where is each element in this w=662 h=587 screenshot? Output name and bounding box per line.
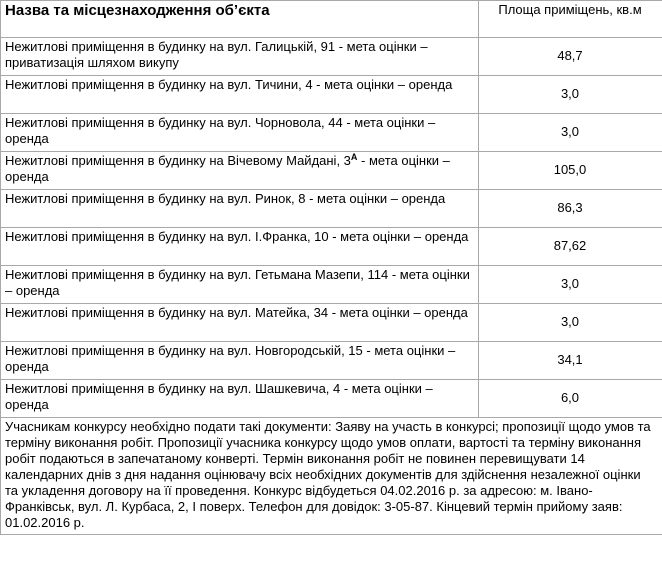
contest-notice: Учасникам конкурсу необхідно подати такі документи: Заяву на участь в конкурсі; пропозиції щодо умов та терміну виконання робіт. Пропозиції учасника конкурсу щодо умов оплати, вартості та терміну виконання робіт подаються в запечатаному конверті. Термін виконання робіт не повинен перевищувати 14 календарних днів з дня надання оцінювачу всіх необхідних документів для здійснення незалежної оцінки та укладення договору на її проведення. Конкурс відбудеться 04.02.2016 р. за адресою: м. Івано-Франківськ, вул. Л. Курбаса, 2, І поверх. Телефон для довідок: 3-05-87. Кінцевий термін прийому заяв: 01.02.2016 р. xyxy=(1,418,662,535)
table-row xyxy=(1,266,662,304)
property-description: Нежитлові приміщення в будинку на вул. Ринок, 8 - мета оцінки – оренда xyxy=(1,190,479,228)
property-area: 6,0 xyxy=(479,380,662,418)
property-area: 3,0 xyxy=(479,114,662,152)
table-row xyxy=(1,228,662,266)
property-description: Нежитлові приміщення в будинку на вул. Гетьмана Мазепи, 114 - мета оцінки – оренда xyxy=(1,266,479,304)
column-header-area: Площа приміщень, кв.м xyxy=(479,1,662,38)
property-area: 48,7 xyxy=(479,38,662,76)
table-row xyxy=(1,76,662,114)
property-description: Нежитлові приміщення в будинку на вул. Чорновола, 44 - мета оцінки – оренда xyxy=(1,114,479,152)
property-description: Нежитлові приміщення в будинку на вул. І.Франка, 10 - мета оцінки – оренда xyxy=(1,228,479,266)
property-description: Нежитлові приміщення в будинку на вул. Тичини, 4 - мета оцінки – оренда xyxy=(1,76,479,114)
property-description: Нежитлові приміщення в будинку на вул. Новгородській, 15 - мета оцінки – оренда xyxy=(1,342,479,380)
property-description-main: Нежитлові приміщення в будинку на Вічевому Майдані, 3 xyxy=(5,153,351,168)
notice-row xyxy=(1,418,662,535)
property-description: Нежитлові приміщення в будинку на вул. Галицькій, 91 - мета оцінки – приватизація шляхом викупу xyxy=(1,38,479,76)
property-description xyxy=(1,152,479,190)
table-header-row xyxy=(1,1,662,38)
table-row xyxy=(1,380,662,418)
property-area: 34,1 xyxy=(479,342,662,380)
property-area: 3,0 xyxy=(479,76,662,114)
property-area: 3,0 xyxy=(479,266,662,304)
table-row xyxy=(1,190,662,228)
table-row xyxy=(1,114,662,152)
address-superscript: А xyxy=(350,152,358,162)
table-row xyxy=(1,304,662,342)
property-area: 105,0 xyxy=(479,152,662,190)
table-row xyxy=(1,342,662,380)
property-description-tail: - мета оцінки – оренда xyxy=(5,153,450,184)
table-row xyxy=(1,152,662,190)
property-area: 87,62 xyxy=(479,228,662,266)
property-area: 3,0 xyxy=(479,304,662,342)
column-header-name: Назва та місцезнаходження об’єкта xyxy=(1,1,479,38)
table-row xyxy=(1,38,662,76)
property-description: Нежитлові приміщення в будинку на вул. Матейка, 34 - мета оцінки – оренда xyxy=(1,304,479,342)
property-description: Нежитлові приміщення в будинку на вул. Шашкевича, 4 - мета оцінки – оренда xyxy=(1,380,479,418)
property-area: 86,3 xyxy=(479,190,662,228)
